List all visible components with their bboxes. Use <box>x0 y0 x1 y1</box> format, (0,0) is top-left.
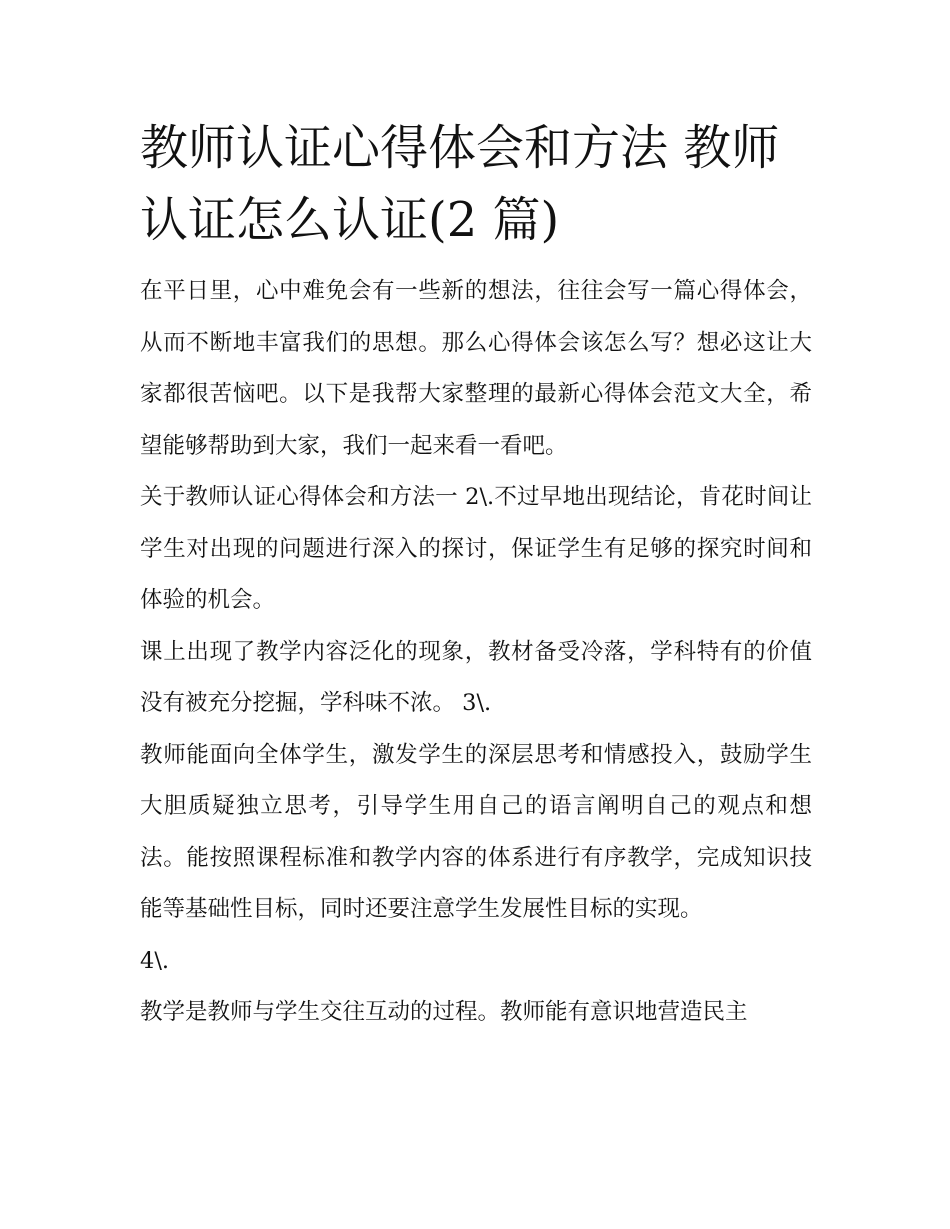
document-body <box>140 266 812 1039</box>
document-content <box>140 112 812 1039</box>
paragraph-intro: 在平日里，心中难免会有一些新的想法，往往会写一篇心得体会，从而不断地丰富我们的思想。那么心得体会该怎么写？想必这让大家都很苦恼吧。以下是我帮大家整理的最新心得体会范文大全，希望能够帮助到大家，我们一起来看一看吧。 <box>140 278 812 459</box>
paragraph-point-number: 4\. <box>140 947 170 974</box>
paragraph-interaction: 教学是教师与学生交往互动的过程。教师能有意识地营造民主 <box>140 999 748 1025</box>
paragraph-teacher-approach: 教师能面向全体学生，激发学生的深层思考和情感投入，鼓励学生大胆质疑独立思考，引导学生用自己的语言阐明自己的观点和想法。能按照课程标准和教学内容的体系进行有序教学，完成知识技能等基础性目标，同时还要注意学生发展性目标的实现。 <box>140 741 812 922</box>
paragraph-content-issue: 课上出现了教学内容泛化的现象，教材备受冷落，学科特有的价值没有被充分挖掘，学科味不浓。 3\. <box>140 638 812 716</box>
paragraph-section-1: 关于教师认证心得体会和方法一 2\.不过早地出现结论，肯花时间让学生对出现的问题进行深入的探讨，保证学生有足够的探究时间和体验的机会。 <box>140 484 812 613</box>
document-title: 教师认证心得体会和方法 教师认证怎么认证(2 篇) <box>140 120 780 248</box>
